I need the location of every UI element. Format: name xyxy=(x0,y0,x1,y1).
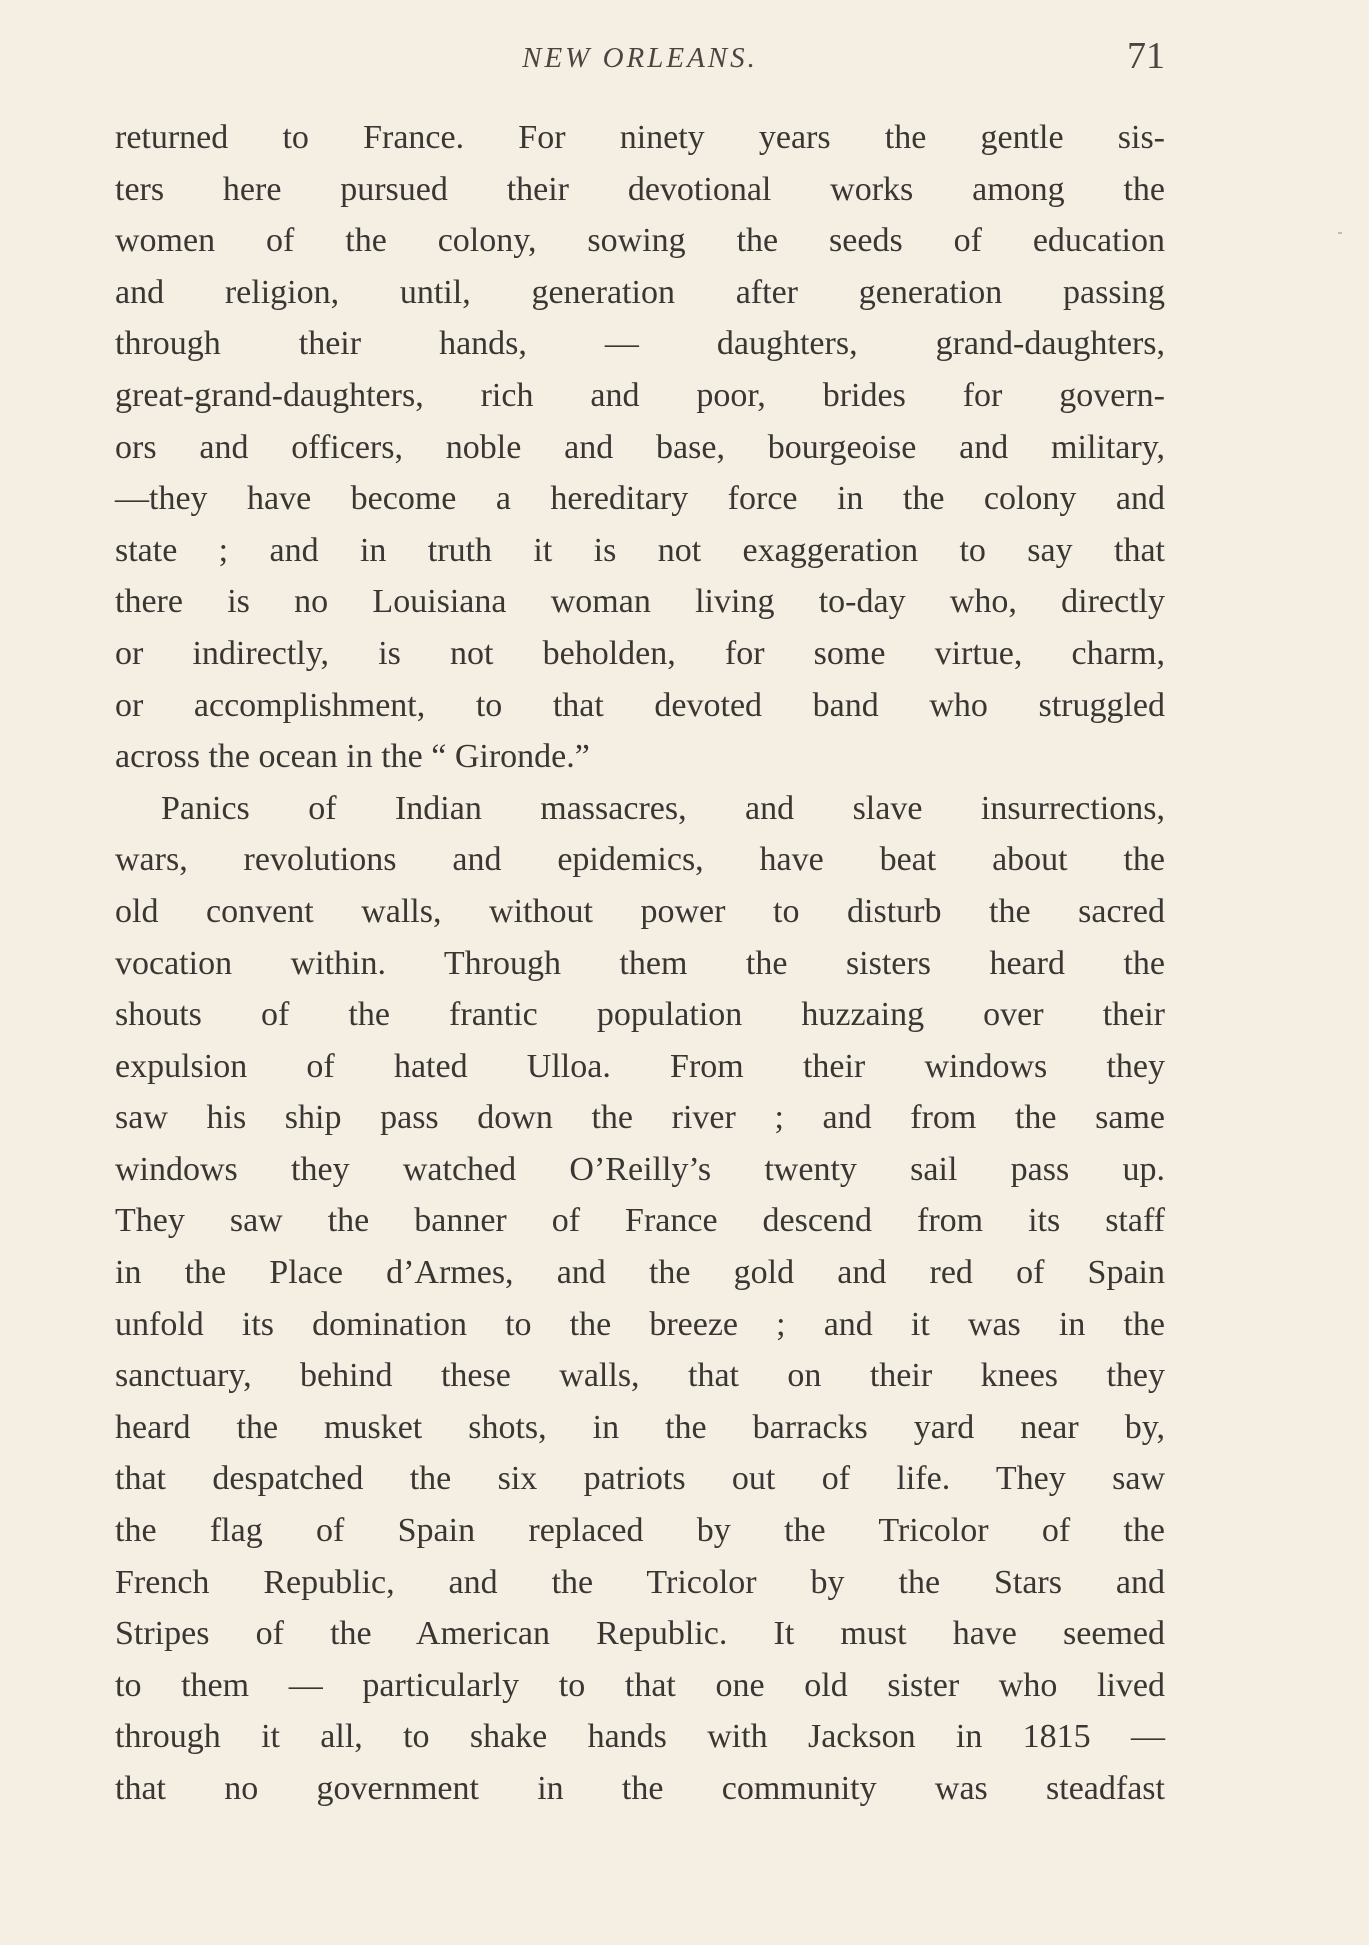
text-line: French Republic, and the Tricolor by the Stars and xyxy=(115,1563,1165,1601)
text-line: wars, revolutions and epidemics, have beat about the xyxy=(115,841,1165,879)
paper-speck xyxy=(1338,232,1342,234)
body-text xyxy=(115,112,1165,1815)
text-line: that no government in the community was steadfast xyxy=(115,1770,1165,1807)
text-line: windows they watched O’Reilly’s twenty sail pass up. xyxy=(115,1150,1165,1188)
text-line: Stripes of the American Republic. It must have seemed xyxy=(115,1615,1165,1653)
text-line: that despatched the six patriots out of life. They saw xyxy=(115,1460,1165,1498)
text-line: women of the colony, sowing the seeds of education xyxy=(115,222,1165,260)
text-line: ors and officers, noble and base, bourgeoise and military, xyxy=(115,428,1165,466)
running-title: NEW ORLEANS. xyxy=(522,42,758,74)
page-number: 71 xyxy=(1127,35,1165,77)
paragraph-end-line: across the ocean in the “ Gironde.” xyxy=(115,738,590,776)
text-line: state ; and in truth it is not exaggeration to say that xyxy=(115,531,1165,569)
text-line: there is no Louisiana woman living to-day who, directly xyxy=(115,583,1165,621)
text-line: ters here pursued their devotional works among the xyxy=(115,170,1165,208)
text-line: to them — particularly to that one old sister who lived xyxy=(115,1666,1165,1704)
text-line: or accomplishment, to that devoted band who struggled xyxy=(115,686,1165,724)
running-head xyxy=(115,30,1165,90)
text-line: through it all, to shake hands with Jackson in 1815 — xyxy=(115,1718,1165,1756)
text-line: or indirectly, is not beholden, for some virtue, charm, xyxy=(115,634,1165,672)
text-line: the flag of Spain replaced by the Tricolor of the xyxy=(115,1512,1165,1550)
text-line: old convent walls, without power to disturb the sacred xyxy=(115,892,1165,930)
text-line: great-grand-daughters, rich and poor, brides for govern- xyxy=(115,376,1165,414)
text-line: —they have become a hereditary force in the colony and xyxy=(115,480,1165,518)
text-line: returned to France. For ninety years the gentle sis- xyxy=(115,119,1165,156)
text-line: expulsion of hated Ulloa. From their windows they xyxy=(115,1047,1165,1085)
text-line: saw his ship pass down the river ; and from the same xyxy=(115,1099,1165,1137)
paragraph-start-line: Panics of Indian massacres, and slave insurrections, xyxy=(161,789,1165,827)
text-line: sanctuary, behind these walls, that on their knees they xyxy=(115,1357,1165,1395)
text-line: in the Place d’Armes, and the gold and red of Spain xyxy=(115,1254,1165,1292)
text-line: heard the musket shots, in the barracks yard near by, xyxy=(115,1408,1165,1446)
text-line: They saw the banner of France descend from its staff xyxy=(115,1202,1165,1240)
text-line: shouts of the frantic population huzzaing over their xyxy=(115,996,1165,1034)
text-line: through their hands, — daughters, grand-daughters, xyxy=(115,325,1165,363)
text-line: vocation within. Through them the sisters heard the xyxy=(115,944,1165,982)
text-line: and religion, until, generation after generation passing xyxy=(115,273,1165,311)
text-line: unfold its domination to the breeze ; and it was in the xyxy=(115,1305,1165,1343)
